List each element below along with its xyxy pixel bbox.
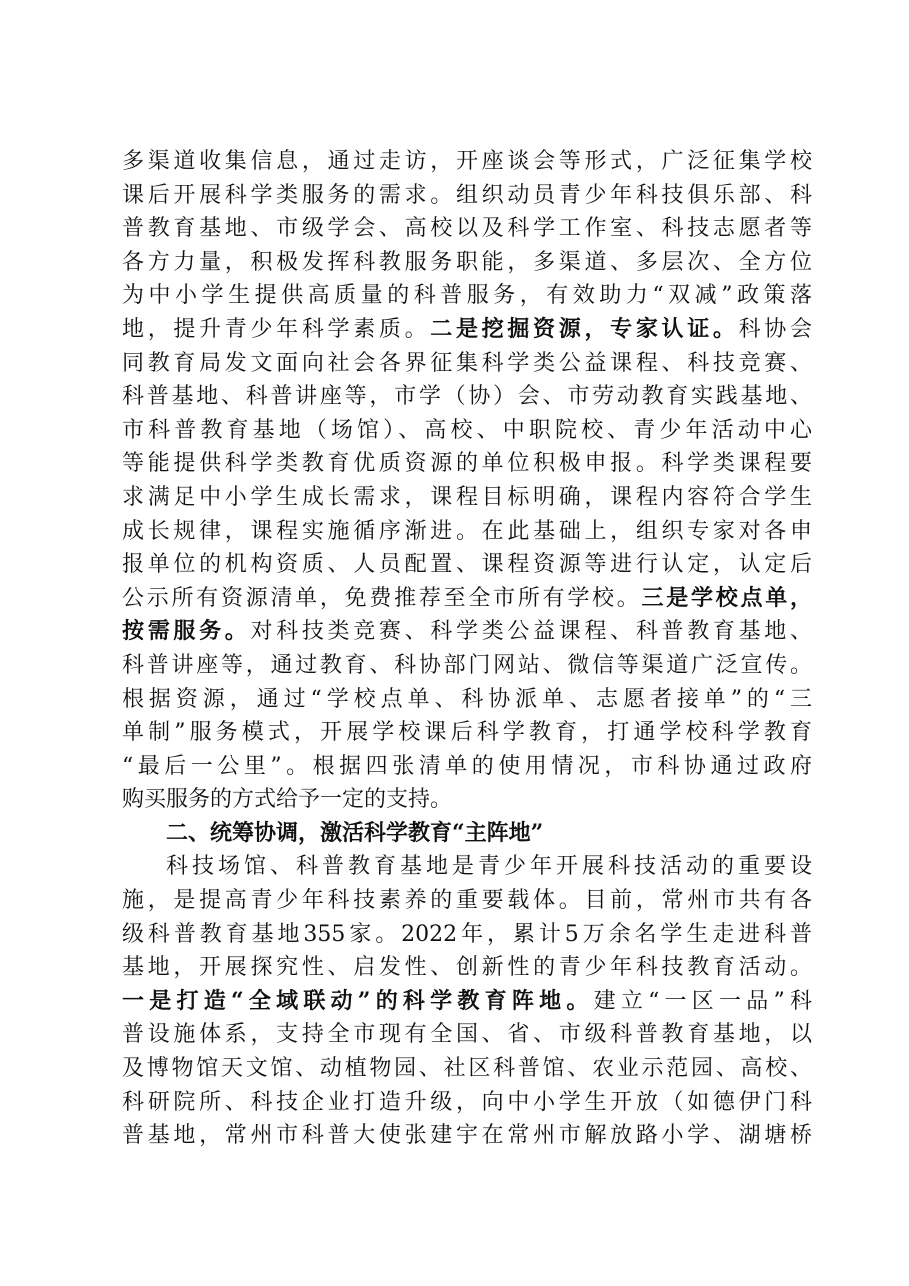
text-line: 市科普教育基地（场馆）、高校、中职院校、青少年活动中心 (122, 417, 812, 443)
text-line: 施，是提高青少年科技素养的重要载体。目前，常州市共有各 (122, 888, 812, 914)
paragraph-2 (122, 850, 812, 1152)
bold-subheading: 二是挖掘资源，专家认证。 (430, 315, 739, 342)
text-line: 各方力量，积极发挥科教服务职能，多渠道、多层次、全方位 (122, 249, 812, 275)
text-line-with-bold (122, 582, 812, 616)
text-line: 多渠道收集信息，通过走访，开座谈会等形式，广泛征集学校 (122, 149, 812, 174)
text-line: “最后一公里”。根据四张清单的使用情况，市科协通过政府 (122, 753, 812, 779)
text-line: 科普基地、科普讲座等，市学（协）会、市劳动教育实践基地、 (122, 384, 812, 410)
text-segment: 公示所有资源清单，免费推荐至全市所有学校。 (122, 585, 642, 611)
text-line: 科研院所、科技企业打造升级，向中小学生开放（如德伊门科 (122, 1089, 812, 1115)
text-line: 及博物馆天文馆、动植物园、社区科普馆、农业示范园、高校、 (122, 1056, 812, 1082)
text-line-with-bold (122, 985, 812, 1019)
text-line: 普教育基地、市级学会、高校以及科学工作室、科技志愿者等 (122, 216, 812, 242)
text-line-with-bold (122, 615, 812, 649)
text-segment: 地，提升青少年科学素质。 (122, 316, 431, 342)
text-segment: 科协会 (738, 316, 812, 342)
text-line: 等能提供科学类教育优质资源的单位积极申报。科学类课程要 (122, 451, 812, 477)
text-line: 科技场馆、科普教育基地是青少年开展科技活动的重要设 (166, 854, 812, 880)
text-line-with-bold (122, 313, 812, 347)
text-line: 级科普教育基地355家。2022年，累计5万余名学生走进科普 (122, 921, 812, 947)
text-line: 求满足中小学生成长需求，课程目标明确，课程内容符合学生 (122, 484, 812, 510)
text-line: 普设施体系，支持全市现有全国、省、市级科普教育基地，以 (122, 1022, 812, 1048)
text-line: 为中小学生提供高质量的科普服务，有效助力“双减”政策落 (122, 283, 812, 309)
text-segment: 对科技类竞赛、科学类公益课程、科普教育基地、 (250, 619, 812, 645)
bold-subheading: 一是打造“全域联动”的科学教育阵地。 (122, 987, 594, 1014)
text-segment: 建立“一区一品”科 (593, 988, 812, 1014)
text-line: 单制”服务模式，开展学校课后科学教育，打通学校科学教育 (122, 720, 812, 746)
bold-subheading: 三是学校点单， (641, 584, 812, 611)
text-line: 同教育局发文面向社会各界征集科学类公益课程、科技竞赛、 (122, 350, 812, 376)
section-heading: 二、统筹协调，激活科学教育“主阵地” (166, 819, 544, 846)
document-body (122, 145, 812, 1153)
bold-subheading: 按需服务。 (122, 618, 251, 645)
text-line: 购买服务的方式给予一定的支持。 (122, 787, 453, 813)
paragraph-1 (122, 145, 812, 817)
text-line: 基地，开展探究性、启发性、创新性的青少年科技教育活动。 (122, 955, 812, 981)
text-line: 根据资源，通过“学校点单、科协派单、志愿者接单”的“三 (122, 686, 812, 712)
text-line: 普基地，常州市科普大使张建宇在常州市解放路小学、湖塘桥 (122, 1123, 812, 1149)
text-line: 课后开展科学类服务的需求。组织动员青少年科技俱乐部、科 (122, 182, 812, 208)
text-line: 成长规律，课程实施循序渐进。在此基础上，组织专家对各申 (122, 518, 812, 544)
text-line: 科普讲座等，通过教育、科协部门网站、微信等渠道广泛宣传。 (122, 652, 812, 678)
text-line: 报单位的机构资质、人员配置、课程资源等进行认定，认定后 (122, 552, 812, 578)
